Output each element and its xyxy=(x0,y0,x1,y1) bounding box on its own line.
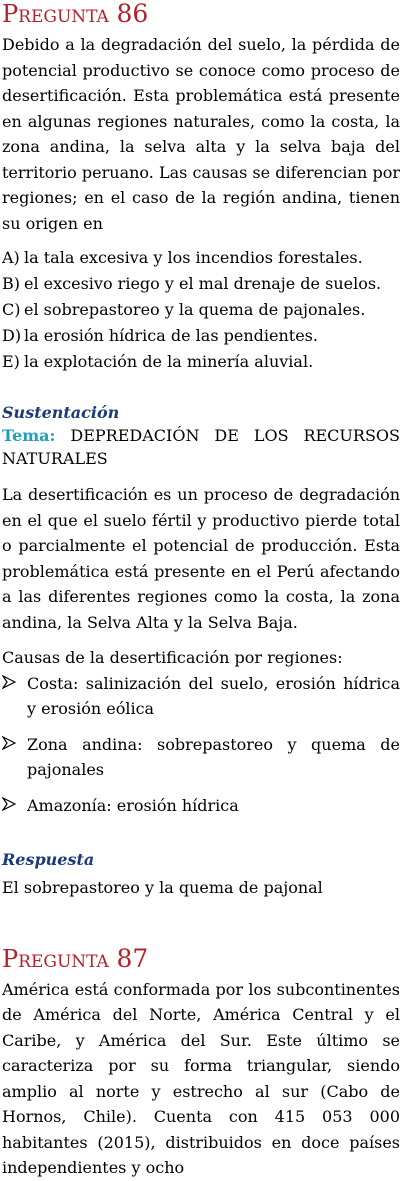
explanation-paragraph: La desertificación es un proceso de degradación en el que el suelo fértil y productivo pierde total o parcialmente el potencial de producción. Esta problemática está presente en el Perú afectando a las diferentes regiones como la costa, la zona andina, la Selva Alta y la Selva Baja. xyxy=(2,485,400,632)
option-letter: C) xyxy=(2,300,21,319)
option-text: la erosión hídrica de las pendientes. xyxy=(24,326,318,345)
option-c xyxy=(0,297,400,323)
option-letter: A) xyxy=(2,248,20,267)
option-text: el sobrepastoreo y la quema de pajonales. xyxy=(24,300,366,319)
question-86-title xyxy=(0,0,400,32)
respuesta-heading: Respuesta xyxy=(2,850,95,869)
option-d xyxy=(0,323,400,349)
tema-line xyxy=(0,424,400,470)
option-a xyxy=(0,245,400,271)
respuesta-text: El sobrepastoreo y la quema de pajonal xyxy=(2,878,323,897)
cause-text: Zona andina: sobrepastoreo y quema de pajonales xyxy=(27,734,400,779)
tema-label: Tema: xyxy=(2,426,56,445)
question-87-title xyxy=(0,945,400,977)
option-text: la tala excesiva y los incendios forestales. xyxy=(24,248,363,267)
cause-item-costa xyxy=(0,671,400,722)
question-number: 86 xyxy=(116,0,149,28)
cause-text: Costa: salinización del suelo, erosión hídrica y erosión eólica xyxy=(27,673,400,718)
question-prefix: Pregunta xyxy=(2,0,109,28)
question-prefix: Pregunta xyxy=(2,944,109,973)
cause-item-amazonia xyxy=(0,793,400,819)
causes-intro: Causas de la desertificación por regiones: xyxy=(2,648,343,667)
question-number: 87 xyxy=(116,943,149,973)
option-b xyxy=(0,271,400,297)
answer-options xyxy=(0,245,400,375)
question-86-stem: Debido a la degradación del suelo, la pérdida de potencial productivo se conoce como proceso de desertificación. Esta problemática está presente en algunas regiones naturales, como la costa, la zona andina, la selva alta y la selva baja del territorio peruano. Las causas se diferencian por regiones; en el caso de la región andina, tienen su origen en xyxy=(2,35,400,233)
question-87-stem: América está conformada por los subcontinentes de América del Norte, América Central y el Caribe, y América del Sur. Este último se caracteriza por su forma triangular, siendo amplio al norte y estrecho al sur (Cabo de Hornos, Chile). Cuenta con 415 053 000 habitantes (2015), distribuidos en doce países independientes y ocho xyxy=(2,979,400,1177)
cause-text: Amazonía: erosión hídrica xyxy=(27,795,239,815)
arrowhead-bullet-icon xyxy=(2,793,18,819)
option-text: la explotación de la minería aluvial. xyxy=(24,352,314,371)
causes-list xyxy=(0,671,400,819)
cause-item-andina xyxy=(0,732,400,783)
option-letter: E) xyxy=(2,352,20,371)
option-letter: D) xyxy=(2,326,22,345)
tema-text: DEPREDACIÓN DE LOS RECURSOS NATURALES xyxy=(2,426,400,468)
arrowhead-bullet-icon xyxy=(2,671,18,697)
sustentacion-heading: Sustentación xyxy=(2,403,120,422)
option-letter: B) xyxy=(2,274,20,293)
option-text: el excesivo riego y el mal drenaje de suelos. xyxy=(24,274,382,293)
option-e xyxy=(0,349,400,375)
arrowhead-bullet-icon xyxy=(2,732,18,758)
